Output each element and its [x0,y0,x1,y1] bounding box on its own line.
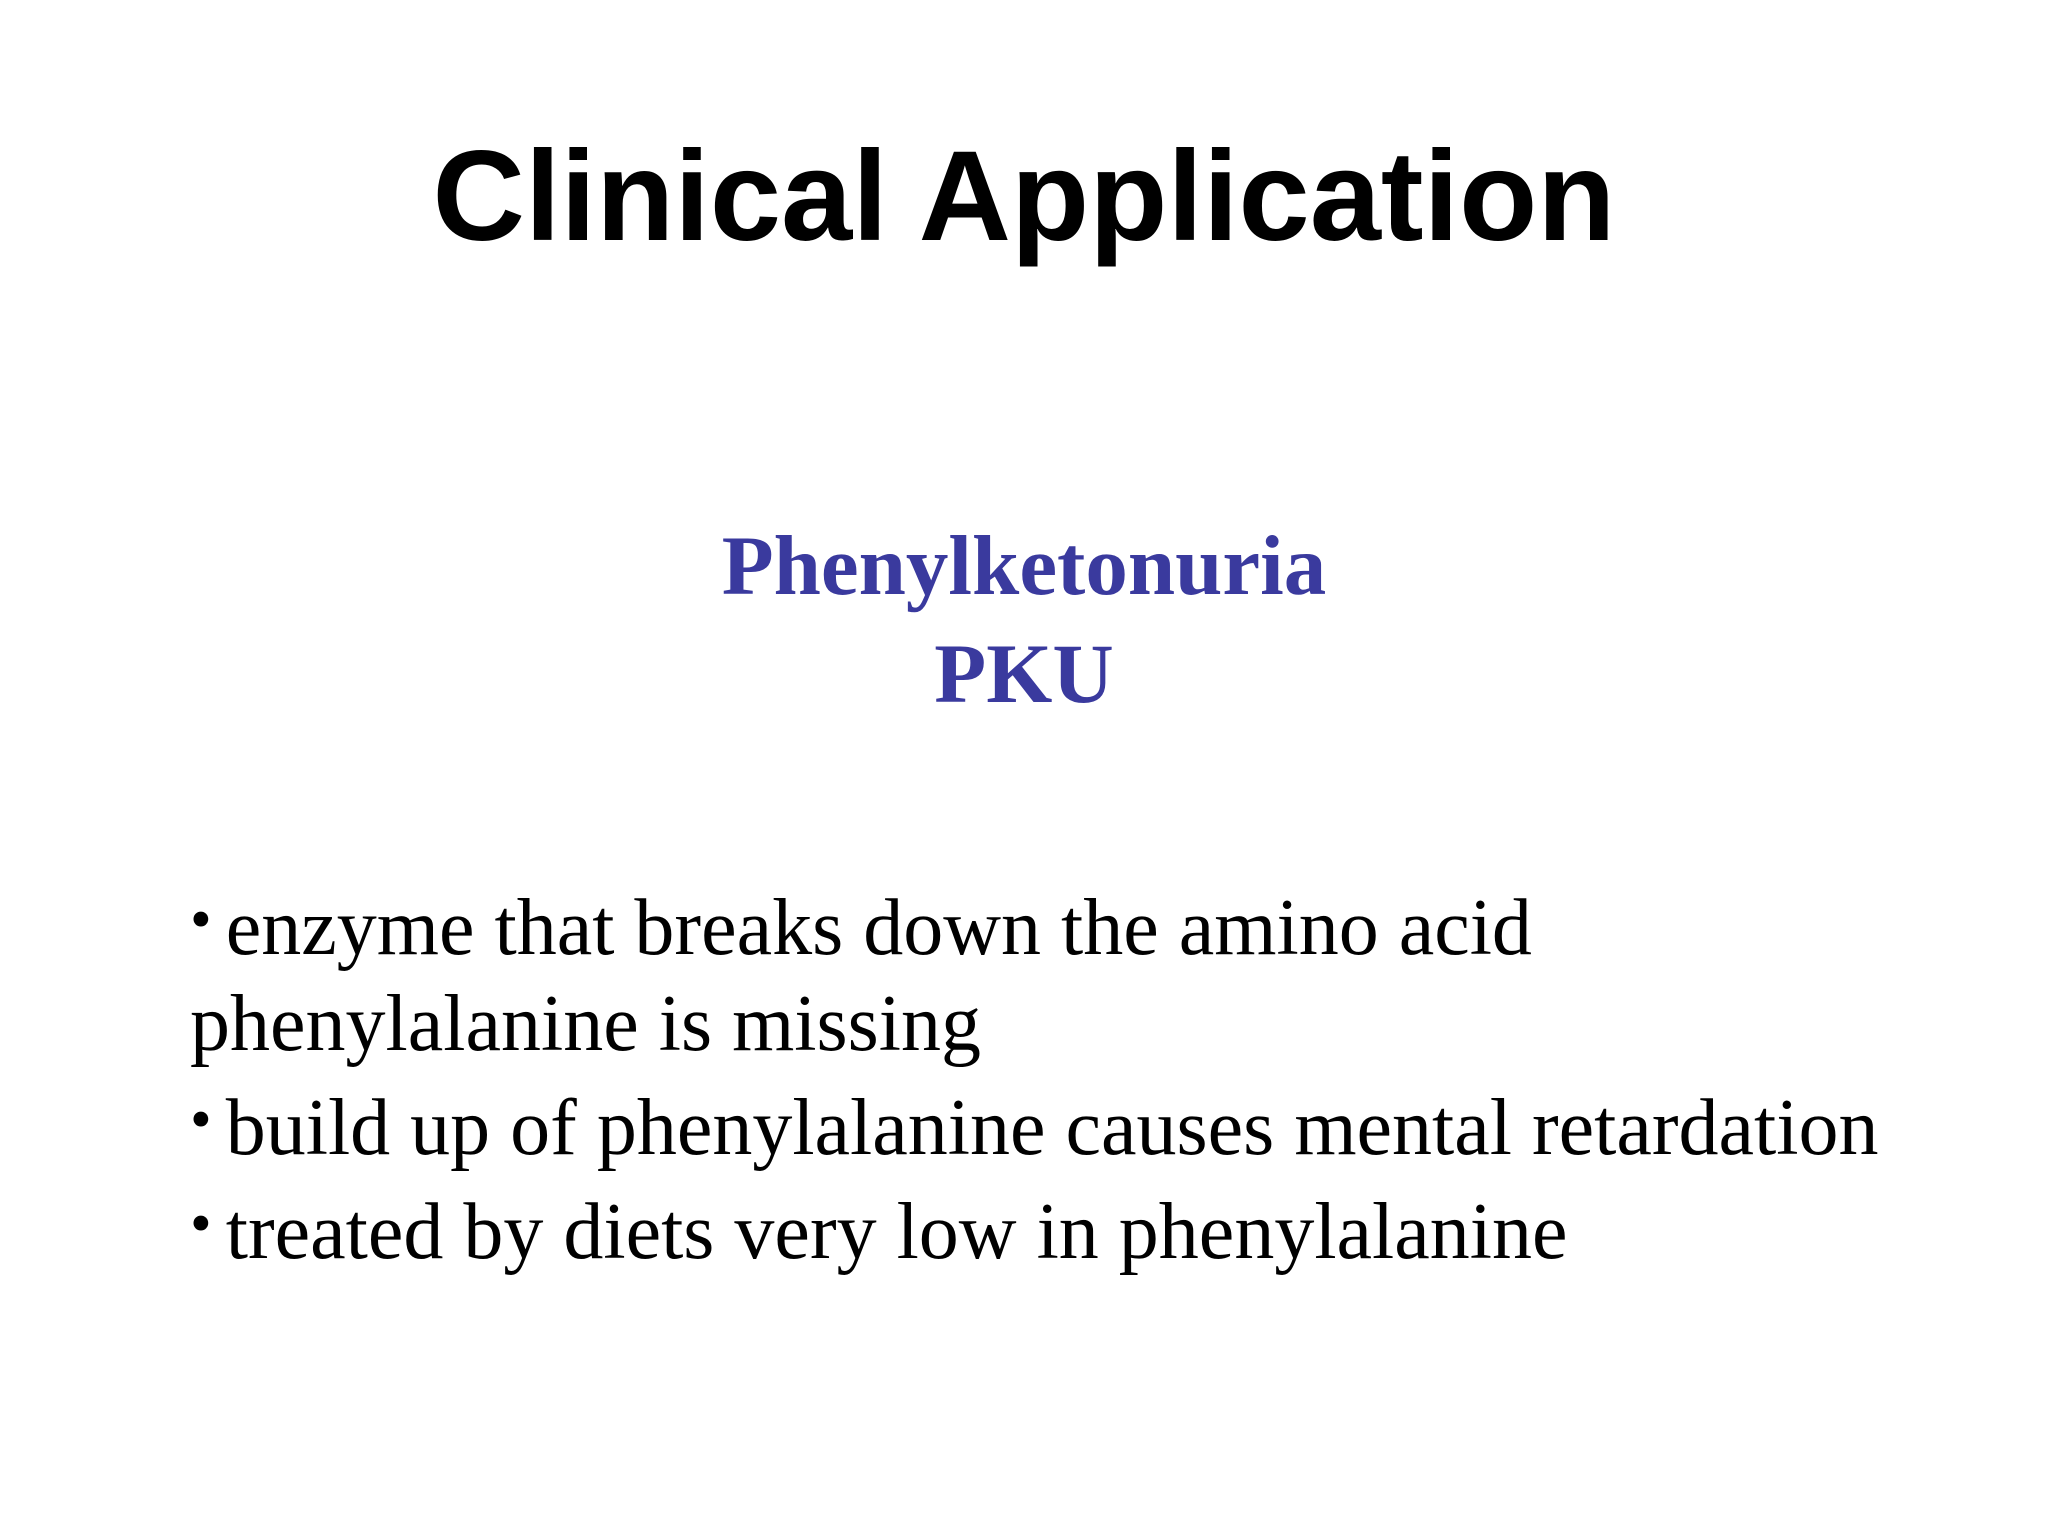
bullet-item [190,1072,1950,1176]
bullet-text: build up of phenylalanine causes mental retardation [225,1084,1879,1172]
bullet-text: enzyme that breaks down the amino acid phenylalanine is missing [190,884,1532,1068]
bullet-icon: • [190,1086,212,1154]
slide-title: Clinical Application [432,125,1616,268]
subtitle-line-2: PKU [934,627,1114,721]
subtitle-line-1: Phenylketonuria [721,519,1327,613]
bullet-list [190,872,1950,1280]
bullet-text: treated by diets very low in phenylalanine [225,1188,1568,1276]
subtitle-block [0,512,2048,728]
bullet-icon: • [190,886,212,954]
bullet-item [190,1176,1950,1280]
bullet-icon: • [190,1190,212,1258]
bullet-item [190,872,1950,1072]
